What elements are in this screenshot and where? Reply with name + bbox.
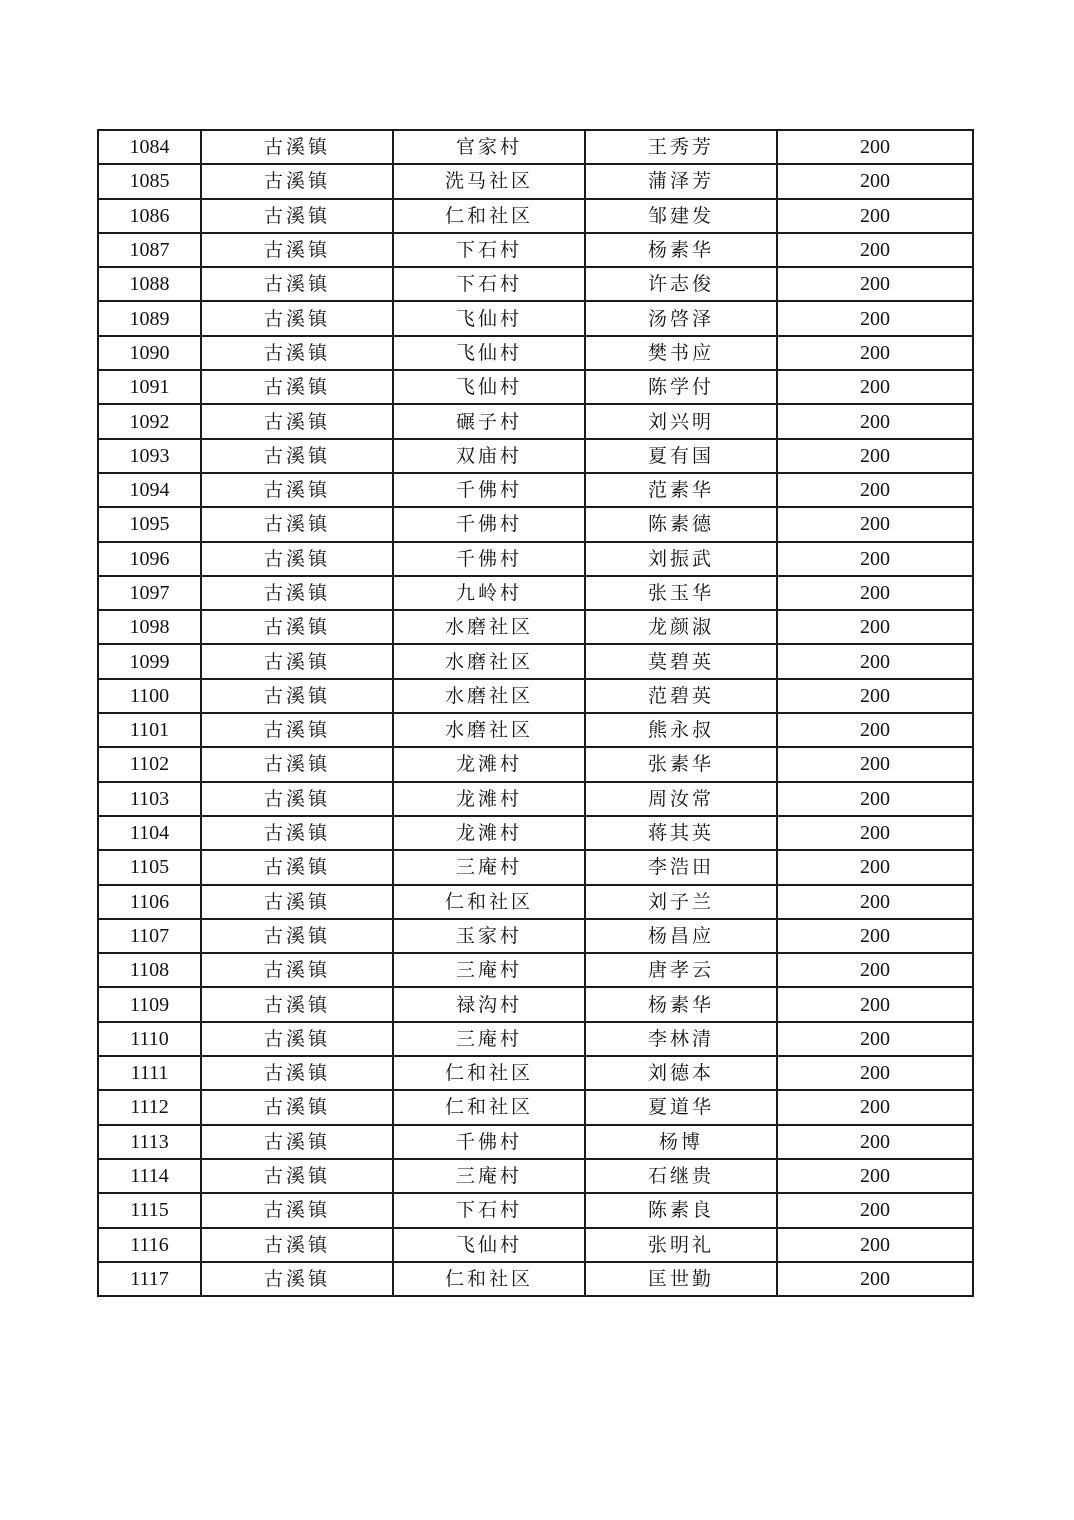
cell-person-name: 樊书应 <box>585 336 777 370</box>
cell-village: 双庙村 <box>393 439 585 473</box>
cell-serial-number: 1107 <box>98 919 201 953</box>
table-row <box>98 199 973 233</box>
cell-amount: 200 <box>777 1159 973 1193</box>
cell-amount: 200 <box>777 610 973 644</box>
cell-person-name: 刘德本 <box>585 1056 777 1090</box>
cell-town: 古溪镇 <box>201 919 393 953</box>
cell-town: 古溪镇 <box>201 1022 393 1056</box>
cell-village: 千佛村 <box>393 473 585 507</box>
cell-serial-number: 1108 <box>98 953 201 987</box>
cell-town: 古溪镇 <box>201 507 393 541</box>
cell-village: 龙滩村 <box>393 747 585 781</box>
cell-person-name: 张玉华 <box>585 576 777 610</box>
cell-amount: 200 <box>777 473 973 507</box>
cell-town: 古溪镇 <box>201 1228 393 1262</box>
cell-village: 三庵村 <box>393 1159 585 1193</box>
roster-table-body <box>98 130 973 1296</box>
cell-village: 仁和社区 <box>393 199 585 233</box>
cell-serial-number: 1094 <box>98 473 201 507</box>
cell-person-name: 陈素德 <box>585 507 777 541</box>
table-row <box>98 919 973 953</box>
cell-village: 官家村 <box>393 130 585 164</box>
cell-town: 古溪镇 <box>201 233 393 267</box>
cell-village: 飞仙村 <box>393 336 585 370</box>
table-row <box>98 473 973 507</box>
cell-serial-number: 1110 <box>98 1022 201 1056</box>
cell-village: 水磨社区 <box>393 713 585 747</box>
cell-serial-number: 1084 <box>98 130 201 164</box>
cell-village: 洗马社区 <box>393 164 585 198</box>
cell-serial-number: 1111 <box>98 1056 201 1090</box>
table-row <box>98 816 973 850</box>
cell-serial-number: 1104 <box>98 816 201 850</box>
table-row <box>98 747 973 781</box>
cell-serial-number: 1090 <box>98 336 201 370</box>
cell-town: 古溪镇 <box>201 987 393 1021</box>
cell-village: 下石村 <box>393 233 585 267</box>
table-row <box>98 576 973 610</box>
cell-person-name: 刘振武 <box>585 542 777 576</box>
cell-amount: 200 <box>777 1193 973 1227</box>
table-row <box>98 404 973 438</box>
cell-village: 仁和社区 <box>393 1056 585 1090</box>
cell-town: 古溪镇 <box>201 713 393 747</box>
cell-amount: 200 <box>777 713 973 747</box>
table-row <box>98 542 973 576</box>
cell-village: 九岭村 <box>393 576 585 610</box>
cell-town: 古溪镇 <box>201 1125 393 1159</box>
cell-amount: 200 <box>777 987 973 1021</box>
cell-village: 仁和社区 <box>393 885 585 919</box>
table-row <box>98 336 973 370</box>
cell-serial-number: 1099 <box>98 644 201 678</box>
cell-town: 古溪镇 <box>201 130 393 164</box>
cell-town: 古溪镇 <box>201 267 393 301</box>
cell-serial-number: 1093 <box>98 439 201 473</box>
cell-town: 古溪镇 <box>201 1262 393 1296</box>
cell-town: 古溪镇 <box>201 576 393 610</box>
table-row <box>98 1125 973 1159</box>
table-row <box>98 370 973 404</box>
cell-person-name: 夏有国 <box>585 439 777 473</box>
cell-village: 碾子村 <box>393 404 585 438</box>
cell-person-name: 陈素良 <box>585 1193 777 1227</box>
cell-amount: 200 <box>777 233 973 267</box>
cell-person-name: 龙颜淑 <box>585 610 777 644</box>
cell-town: 古溪镇 <box>201 336 393 370</box>
table-row <box>98 782 973 816</box>
cell-person-name: 杨素华 <box>585 987 777 1021</box>
cell-village: 千佛村 <box>393 1125 585 1159</box>
cell-town: 古溪镇 <box>201 542 393 576</box>
cell-person-name: 唐孝云 <box>585 953 777 987</box>
cell-village: 水磨社区 <box>393 644 585 678</box>
cell-amount: 200 <box>777 644 973 678</box>
table-row <box>98 987 973 1021</box>
cell-town: 古溪镇 <box>201 610 393 644</box>
cell-amount: 200 <box>777 336 973 370</box>
cell-serial-number: 1100 <box>98 679 201 713</box>
cell-village: 三庵村 <box>393 850 585 884</box>
cell-town: 古溪镇 <box>201 747 393 781</box>
cell-serial-number: 1092 <box>98 404 201 438</box>
cell-serial-number: 1087 <box>98 233 201 267</box>
cell-serial-number: 1089 <box>98 301 201 335</box>
cell-amount: 200 <box>777 404 973 438</box>
cell-person-name: 张明礼 <box>585 1228 777 1262</box>
cell-town: 古溪镇 <box>201 953 393 987</box>
cell-town: 古溪镇 <box>201 644 393 678</box>
cell-village: 飞仙村 <box>393 301 585 335</box>
table-row <box>98 644 973 678</box>
table-row <box>98 301 973 335</box>
cell-village: 龙滩村 <box>393 782 585 816</box>
table-row <box>98 1159 973 1193</box>
cell-person-name: 杨素华 <box>585 233 777 267</box>
cell-person-name: 莫碧英 <box>585 644 777 678</box>
cell-amount: 200 <box>777 1022 973 1056</box>
cell-amount: 200 <box>777 816 973 850</box>
cell-person-name: 刘子兰 <box>585 885 777 919</box>
subsidy-roster-table <box>97 129 974 1297</box>
table-row <box>98 164 973 198</box>
cell-town: 古溪镇 <box>201 370 393 404</box>
cell-person-name: 李林清 <box>585 1022 777 1056</box>
cell-amount: 200 <box>777 679 973 713</box>
cell-serial-number: 1117 <box>98 1262 201 1296</box>
cell-serial-number: 1088 <box>98 267 201 301</box>
cell-serial-number: 1096 <box>98 542 201 576</box>
cell-town: 古溪镇 <box>201 782 393 816</box>
cell-village: 水磨社区 <box>393 679 585 713</box>
cell-serial-number: 1102 <box>98 747 201 781</box>
cell-person-name: 范碧英 <box>585 679 777 713</box>
cell-person-name: 杨昌应 <box>585 919 777 953</box>
cell-village: 三庵村 <box>393 953 585 987</box>
cell-amount: 200 <box>777 1125 973 1159</box>
cell-town: 古溪镇 <box>201 1056 393 1090</box>
cell-person-name: 刘兴明 <box>585 404 777 438</box>
cell-amount: 200 <box>777 267 973 301</box>
cell-serial-number: 1085 <box>98 164 201 198</box>
cell-amount: 200 <box>777 1090 973 1124</box>
cell-amount: 200 <box>777 850 973 884</box>
cell-person-name: 张素华 <box>585 747 777 781</box>
cell-person-name: 李浩田 <box>585 850 777 884</box>
table-row <box>98 713 973 747</box>
cell-serial-number: 1101 <box>98 713 201 747</box>
cell-person-name: 蒲泽芳 <box>585 164 777 198</box>
cell-serial-number: 1103 <box>98 782 201 816</box>
table-row <box>98 679 973 713</box>
cell-person-name: 周汝常 <box>585 782 777 816</box>
cell-town: 古溪镇 <box>201 1159 393 1193</box>
table-row <box>98 130 973 164</box>
table-row <box>98 1056 973 1090</box>
cell-town: 古溪镇 <box>201 679 393 713</box>
cell-person-name: 夏道华 <box>585 1090 777 1124</box>
cell-amount: 200 <box>777 1262 973 1296</box>
cell-serial-number: 1097 <box>98 576 201 610</box>
cell-serial-number: 1086 <box>98 199 201 233</box>
cell-person-name: 邹建发 <box>585 199 777 233</box>
cell-serial-number: 1105 <box>98 850 201 884</box>
cell-amount: 200 <box>777 542 973 576</box>
cell-person-name: 王秀芳 <box>585 130 777 164</box>
cell-person-name: 石继贵 <box>585 1159 777 1193</box>
table-row <box>98 885 973 919</box>
cell-village: 下石村 <box>393 1193 585 1227</box>
cell-village: 飞仙村 <box>393 370 585 404</box>
cell-serial-number: 1113 <box>98 1125 201 1159</box>
cell-town: 古溪镇 <box>201 439 393 473</box>
cell-person-name: 许志俊 <box>585 267 777 301</box>
cell-person-name: 杨博 <box>585 1125 777 1159</box>
table-row <box>98 507 973 541</box>
cell-village: 玉家村 <box>393 919 585 953</box>
table-row <box>98 1262 973 1296</box>
table-row <box>98 233 973 267</box>
cell-person-name: 陈学付 <box>585 370 777 404</box>
cell-person-name: 范素华 <box>585 473 777 507</box>
cell-amount: 200 <box>777 782 973 816</box>
cell-serial-number: 1095 <box>98 507 201 541</box>
cell-serial-number: 1109 <box>98 987 201 1021</box>
cell-serial-number: 1106 <box>98 885 201 919</box>
cell-person-name: 汤啓泽 <box>585 301 777 335</box>
table-row <box>98 1022 973 1056</box>
table-row <box>98 267 973 301</box>
cell-town: 古溪镇 <box>201 301 393 335</box>
cell-amount: 200 <box>777 953 973 987</box>
cell-village: 千佛村 <box>393 542 585 576</box>
cell-amount: 200 <box>777 1228 973 1262</box>
cell-person-name: 匡世勤 <box>585 1262 777 1296</box>
cell-amount: 200 <box>777 130 973 164</box>
cell-village: 仁和社区 <box>393 1090 585 1124</box>
cell-town: 古溪镇 <box>201 404 393 438</box>
table-row <box>98 1228 973 1262</box>
table-row <box>98 850 973 884</box>
cell-amount: 200 <box>777 747 973 781</box>
cell-amount: 200 <box>777 439 973 473</box>
table-row <box>98 1090 973 1124</box>
cell-town: 古溪镇 <box>201 199 393 233</box>
cell-serial-number: 1098 <box>98 610 201 644</box>
cell-amount: 200 <box>777 885 973 919</box>
cell-person-name: 蒋其英 <box>585 816 777 850</box>
cell-village: 下石村 <box>393 267 585 301</box>
cell-town: 古溪镇 <box>201 1090 393 1124</box>
cell-serial-number: 1091 <box>98 370 201 404</box>
cell-amount: 200 <box>777 919 973 953</box>
cell-village: 千佛村 <box>393 507 585 541</box>
cell-town: 古溪镇 <box>201 885 393 919</box>
cell-amount: 200 <box>777 1056 973 1090</box>
cell-village: 仁和社区 <box>393 1262 585 1296</box>
cell-amount: 200 <box>777 507 973 541</box>
cell-village: 禄沟村 <box>393 987 585 1021</box>
cell-village: 飞仙村 <box>393 1228 585 1262</box>
cell-town: 古溪镇 <box>201 850 393 884</box>
cell-amount: 200 <box>777 370 973 404</box>
table-row <box>98 1193 973 1227</box>
cell-village: 龙滩村 <box>393 816 585 850</box>
cell-serial-number: 1116 <box>98 1228 201 1262</box>
cell-amount: 200 <box>777 301 973 335</box>
table-row <box>98 953 973 987</box>
cell-person-name: 熊永叔 <box>585 713 777 747</box>
cell-amount: 200 <box>777 164 973 198</box>
cell-serial-number: 1115 <box>98 1193 201 1227</box>
table-row <box>98 610 973 644</box>
cell-amount: 200 <box>777 199 973 233</box>
cell-serial-number: 1114 <box>98 1159 201 1193</box>
cell-town: 古溪镇 <box>201 164 393 198</box>
cell-town: 古溪镇 <box>201 473 393 507</box>
cell-village: 三庵村 <box>393 1022 585 1056</box>
cell-amount: 200 <box>777 576 973 610</box>
cell-town: 古溪镇 <box>201 1193 393 1227</box>
cell-town: 古溪镇 <box>201 816 393 850</box>
cell-village: 水磨社区 <box>393 610 585 644</box>
table-row <box>98 439 973 473</box>
cell-serial-number: 1112 <box>98 1090 201 1124</box>
